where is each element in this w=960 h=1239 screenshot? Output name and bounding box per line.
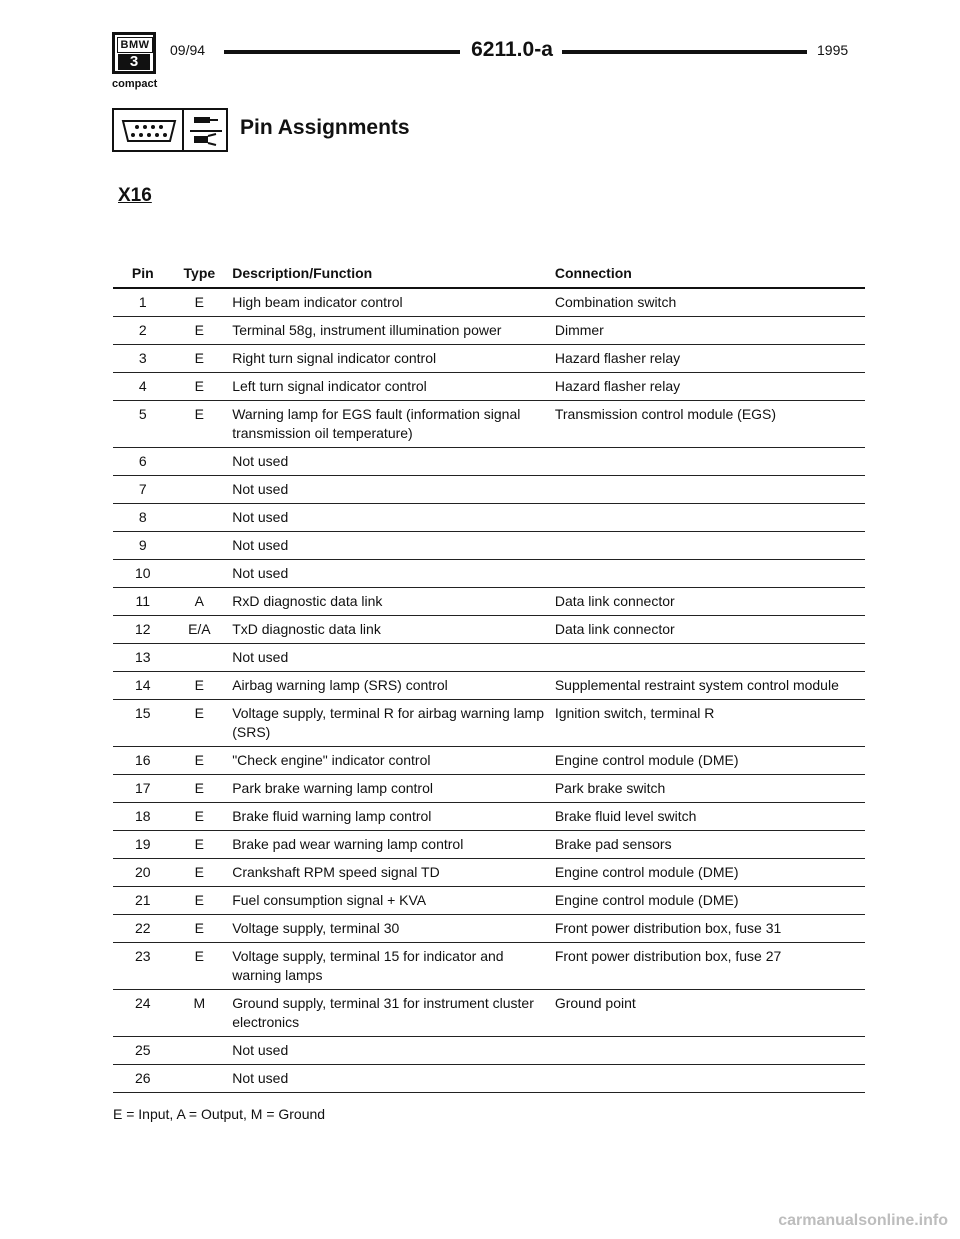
description-cell: Not used [226, 532, 555, 560]
connection-cell: Ignition switch, terminal R [555, 700, 865, 747]
watermark: carmanualsonline.info [778, 1212, 948, 1229]
description-cell: Not used [226, 1065, 555, 1093]
table-row [113, 700, 865, 747]
description-cell: Right turn signal indicator control [226, 345, 555, 373]
pin-cell: 21 [113, 887, 173, 915]
table-row [113, 504, 865, 532]
type-legend: E = Input, A = Output, M = Ground [113, 1106, 326, 1122]
connection-cell: Front power distribution box, fuse 31 [555, 915, 865, 943]
connection-cell: Brake pad sensors [555, 831, 865, 859]
table-row [113, 560, 865, 588]
table-row [113, 831, 865, 859]
table-row [113, 990, 865, 1037]
table-row [113, 859, 865, 887]
type-cell: E/A [173, 616, 227, 644]
pin-cell: 18 [113, 803, 173, 831]
pin-cell: 17 [113, 775, 173, 803]
pin-cell: 26 [113, 1065, 173, 1093]
pin-cell: 10 [113, 560, 173, 588]
pin-cell: 22 [113, 915, 173, 943]
type-cell: E [173, 915, 227, 943]
pin-cell: 3 [113, 345, 173, 373]
pin-cell: 19 [113, 831, 173, 859]
connection-cell [555, 560, 865, 588]
table-row [113, 775, 865, 803]
pin-cell: 2 [113, 317, 173, 345]
table-row [113, 1037, 865, 1065]
type-cell: E [173, 345, 227, 373]
pin-cell: 14 [113, 672, 173, 700]
document-code: 6211.0-a [471, 38, 553, 61]
type-cell: E [173, 887, 227, 915]
logo-brand: BMW [117, 37, 153, 53]
type-cell [173, 1037, 227, 1065]
description-cell: Not used [226, 1037, 555, 1065]
type-cell [173, 476, 227, 504]
connection-cell: Dimmer [555, 317, 865, 345]
type-cell: E [173, 747, 227, 775]
table-row [113, 345, 865, 373]
connection-cell: Transmission control module (EGS) [555, 401, 865, 448]
pin-plug-icon [182, 108, 228, 152]
type-cell [173, 644, 227, 672]
connection-cell [555, 476, 865, 504]
column-header-connection: Connection [555, 262, 865, 288]
connection-cell: Engine control module (DME) [555, 747, 865, 775]
description-cell: High beam indicator control [226, 288, 555, 317]
type-cell: M [173, 990, 227, 1037]
connection-cell: Ground point [555, 990, 865, 1037]
pin-cell: 4 [113, 373, 173, 401]
page-title: Pin Assignments [240, 116, 410, 139]
pin-cell: 20 [113, 859, 173, 887]
pin-cell: 16 [113, 747, 173, 775]
description-cell: Terminal 58g, instrument illumination power [226, 317, 555, 345]
type-cell: E [173, 288, 227, 317]
table-row [113, 401, 865, 448]
description-cell: Park brake warning lamp control [226, 775, 555, 803]
table-row [113, 616, 865, 644]
description-cell: Voltage supply, terminal 30 [226, 915, 555, 943]
pin-cell: 1 [113, 288, 173, 317]
description-cell: Fuel consumption signal + KVA [226, 887, 555, 915]
connection-cell [555, 504, 865, 532]
pin-cell: 6 [113, 448, 173, 476]
description-cell: Not used [226, 644, 555, 672]
page-header [112, 32, 872, 92]
description-cell: Not used [226, 504, 555, 532]
description-cell: RxD diagnostic data link [226, 588, 555, 616]
description-cell: "Check engine" indicator control [226, 747, 555, 775]
pin-cell: 11 [113, 588, 173, 616]
description-cell: Warning lamp for EGS fault (information signal transmission oil temperature) [226, 401, 555, 448]
table-row [113, 915, 865, 943]
description-cell: Voltage supply, terminal 15 for indicator and warning lamps [226, 943, 555, 990]
header-year: 1995 [817, 42, 849, 58]
table-row [113, 803, 865, 831]
pin-cell: 13 [113, 644, 173, 672]
connector-icon [112, 108, 184, 152]
pin-cell: 12 [113, 616, 173, 644]
connection-cell: Park brake switch [555, 775, 865, 803]
connection-cell: Engine control module (DME) [555, 887, 865, 915]
description-cell: Left turn signal indicator control [226, 373, 555, 401]
table-row [113, 588, 865, 616]
table-row [113, 317, 865, 345]
table-row [113, 532, 865, 560]
pin-cell: 15 [113, 700, 173, 747]
description-cell: Airbag warning lamp (SRS) control [226, 672, 555, 700]
description-cell: Not used [226, 560, 555, 588]
table-row [113, 448, 865, 476]
pin-assignment-table [113, 262, 865, 1093]
column-header-type: Type [173, 262, 227, 288]
description-cell: Ground supply, terminal 31 for instrument cluster electronics [226, 990, 555, 1037]
pin-cell: 5 [113, 401, 173, 448]
type-cell: E [173, 775, 227, 803]
header-date: 09/94 [170, 42, 206, 58]
connection-cell: Engine control module (DME) [555, 859, 865, 887]
connection-cell: Combination switch [555, 288, 865, 317]
pin-cell: 24 [113, 990, 173, 1037]
type-cell: E [173, 373, 227, 401]
description-cell: TxD diagnostic data link [226, 616, 555, 644]
pin-cell: 25 [113, 1037, 173, 1065]
pin-cell: 8 [113, 504, 173, 532]
column-header-description: Description/Function [226, 262, 555, 288]
type-cell: E [173, 672, 227, 700]
type-cell [173, 560, 227, 588]
connection-cell: Hazard flasher relay [555, 373, 865, 401]
table-row [113, 644, 865, 672]
connection-cell [555, 448, 865, 476]
connection-cell: Front power distribution box, fuse 27 [555, 943, 865, 990]
pin-cell: 23 [113, 943, 173, 990]
description-cell: Brake fluid warning lamp control [226, 803, 555, 831]
table-header-row [113, 262, 865, 288]
connection-cell [555, 532, 865, 560]
header-rule-right [562, 50, 807, 54]
type-cell: E [173, 831, 227, 859]
connection-cell: Data link connector [555, 588, 865, 616]
connection-cell [555, 1037, 865, 1065]
table-row [113, 288, 865, 317]
logo-series: 3 [118, 54, 150, 70]
pin-cell: 7 [113, 476, 173, 504]
connector-id: X16 [118, 185, 152, 206]
type-cell: E [173, 317, 227, 345]
type-cell [173, 504, 227, 532]
header-rule-left [224, 50, 460, 54]
description-cell: Not used [226, 476, 555, 504]
description-cell: Not used [226, 448, 555, 476]
type-cell: E [173, 943, 227, 990]
type-cell: E [173, 859, 227, 887]
table-row [113, 943, 865, 990]
bmw-3-logo [112, 32, 156, 74]
table-row [113, 1065, 865, 1093]
pin-cell: 9 [113, 532, 173, 560]
type-cell: A [173, 588, 227, 616]
type-cell [173, 532, 227, 560]
table-row [113, 747, 865, 775]
type-cell: E [173, 700, 227, 747]
type-cell [173, 448, 227, 476]
type-cell: E [173, 401, 227, 448]
table-row [113, 887, 865, 915]
connection-cell: Supplemental restraint system control module [555, 672, 865, 700]
description-cell: Voltage supply, terminal R for airbag warning lamp (SRS) [226, 700, 555, 747]
table-row [113, 373, 865, 401]
connection-cell [555, 644, 865, 672]
connection-cell: Data link connector [555, 616, 865, 644]
connection-cell: Hazard flasher relay [555, 345, 865, 373]
table-row [113, 476, 865, 504]
description-cell: Crankshaft RPM speed signal TD [226, 859, 555, 887]
column-header-pin: Pin [113, 262, 173, 288]
connection-cell: Brake fluid level switch [555, 803, 865, 831]
type-cell: E [173, 803, 227, 831]
type-cell [173, 1065, 227, 1093]
logo-subtitle: compact [112, 78, 158, 90]
connection-cell [555, 1065, 865, 1093]
description-cell: Brake pad wear warning lamp control [226, 831, 555, 859]
table-row [113, 672, 865, 700]
